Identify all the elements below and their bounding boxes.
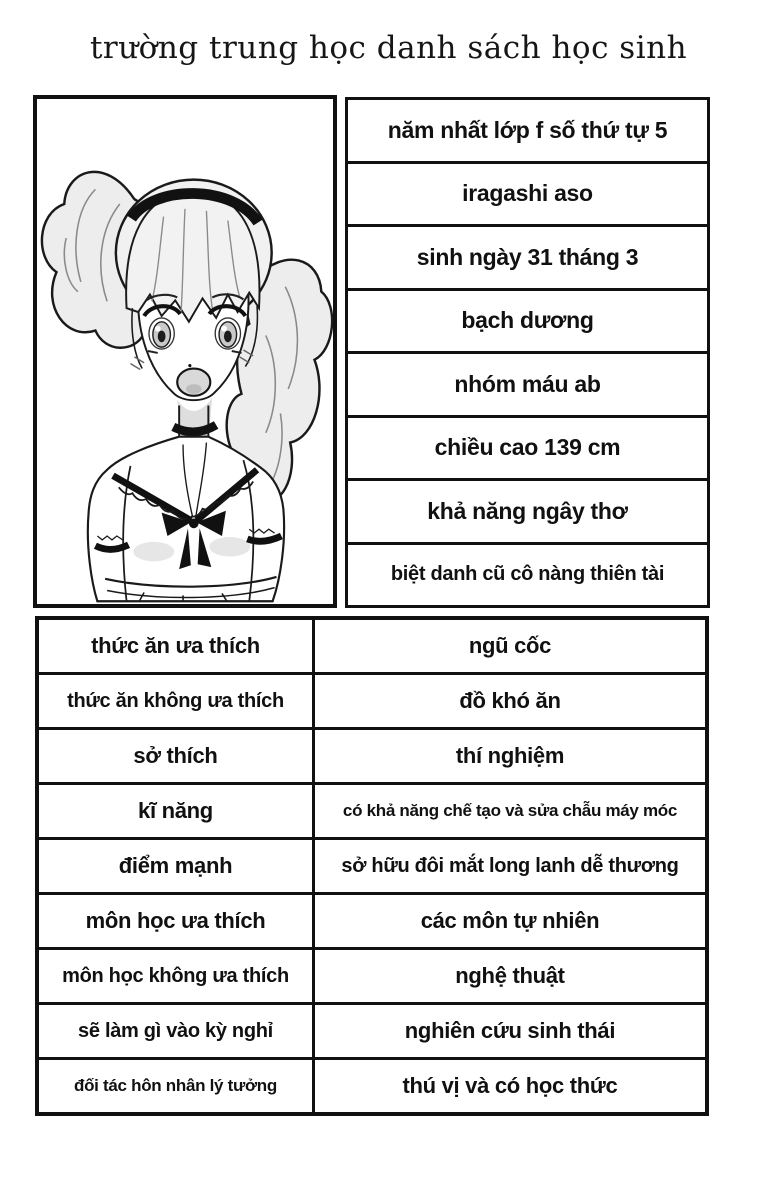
bio-label: môn học không ưa thích xyxy=(39,950,315,1002)
portrait-frame xyxy=(33,95,337,608)
bio-label: điểm mạnh xyxy=(39,840,315,892)
page-title: trường trung học danh sách học sinh xyxy=(89,30,688,66)
student-info-column xyxy=(345,97,710,608)
bio-label: kĩ năng xyxy=(39,785,315,837)
info-row-name: iragashi aso xyxy=(348,164,707,228)
info-row-ability: khả năng ngây thơ xyxy=(348,481,707,545)
info-row-nickname: biệt danh cũ cô nàng thiên tài xyxy=(390,563,665,586)
table-row xyxy=(39,675,705,730)
bio-value: nghiên cứu sinh thái xyxy=(404,1018,616,1043)
table-row xyxy=(39,1060,705,1112)
bio-value: các môn tự nhiên xyxy=(420,908,600,933)
bio-value: nghệ thuật xyxy=(455,963,565,988)
bio-value: thí nghiệm xyxy=(455,743,565,768)
table-row xyxy=(39,1005,705,1060)
info-row-height: chiều cao 139 cm xyxy=(348,418,707,482)
info-row-bloodtype: nhóm máu ab xyxy=(348,354,707,418)
table-row xyxy=(39,840,705,895)
bio-label: đối tác hôn nhân lý tưởng xyxy=(39,1060,315,1112)
bio-value: thú vị và có học thức xyxy=(402,1073,618,1098)
bio-label: môn học ưa thích xyxy=(39,895,315,947)
bio-value: sở hữu đôi mắt long lanh dễ thương xyxy=(341,854,679,877)
table-row xyxy=(39,730,705,785)
table-row xyxy=(39,785,705,840)
table-row xyxy=(39,895,705,950)
info-row-birthday: sinh ngày 31 tháng 3 xyxy=(348,227,707,291)
bio-label: sẽ làm gì vào kỳ nghỉ xyxy=(39,1005,315,1057)
table-row xyxy=(39,950,705,1005)
bio-value: đồ khó ăn xyxy=(459,688,561,713)
info-row-zodiac: bạch dương xyxy=(348,291,707,355)
bio-label: thức ăn không ưa thích xyxy=(39,675,315,727)
table-row xyxy=(39,620,705,675)
portrait-illustration xyxy=(37,99,333,604)
bio-value: có khả năng chế tạo và sửa chẫu máy móc xyxy=(342,801,678,820)
bio-value: ngũ cốc xyxy=(468,633,552,658)
bio-table xyxy=(35,616,709,1116)
bio-label: sở thích xyxy=(39,730,315,782)
info-row-class: năm nhất lớp f số thứ tự 5 xyxy=(348,100,707,164)
bio-label: thức ăn ưa thích xyxy=(39,620,315,672)
